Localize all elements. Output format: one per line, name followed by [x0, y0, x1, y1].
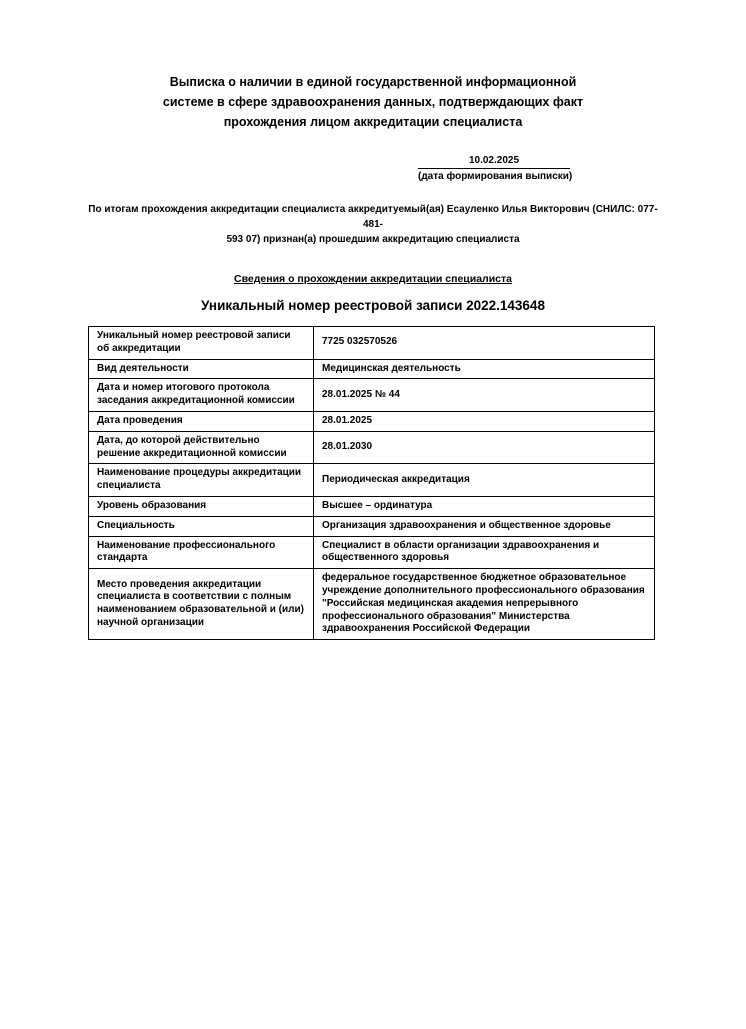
- section-heading: Сведения о прохождении аккредитации специалиста: [234, 273, 512, 285]
- row-label: Уровень образования: [89, 496, 314, 516]
- table-row: [89, 464, 655, 497]
- row-value: федеральное государственное бюджетное образовательное учреждение дополнительного профессионального образования "Российская медицинская академия непрерывного профессионального образования" Министерства здравоохранения Российской Федерации: [314, 569, 655, 640]
- intro-paragraph-line: 593 07) признан(а) прошедшим аккредитацию специалиста: [226, 234, 520, 245]
- extract-date-caption: (дата формирования выписки): [418, 171, 573, 182]
- row-value: 28.01.2025: [314, 411, 655, 431]
- row-label: Уникальный номер реестровой записи об аккредитации: [89, 327, 314, 360]
- accreditation-details-table: [88, 326, 655, 640]
- row-value: Организация здравоохранения и общественное здоровье: [314, 516, 655, 536]
- document-content: [88, 72, 658, 640]
- row-label: Специальность: [89, 516, 314, 536]
- table-row: [89, 379, 655, 412]
- row-value: Высшее – ординатура: [314, 496, 655, 516]
- table-row: [89, 496, 655, 516]
- table-row: [89, 327, 655, 360]
- row-value: Периодическая аккредитация: [314, 464, 655, 497]
- row-label: Наименование профессионального стандарта: [89, 536, 314, 569]
- row-value: Специалист в области организации здравоохранения и общественного здоровья: [314, 536, 655, 569]
- accreditation-table-body: [89, 327, 655, 640]
- row-label: Место проведения аккредитации специалиста в соответствии с полным наименованием образовательной и (или) научной организации: [89, 569, 314, 640]
- document-title-line: прохождения лицом аккредитации специалиста: [223, 115, 523, 129]
- registry-number-line: Уникальный номер реестровой записи 2022.143648: [201, 298, 545, 313]
- extract-date-value: 10.02.2025: [418, 154, 570, 169]
- row-value: 28.01.2025 № 44: [314, 379, 655, 412]
- table-row: [89, 536, 655, 569]
- intro-paragraph: [88, 202, 658, 247]
- document-title-line: системе в сфере здравоохранения данных, подтверждающих факт: [162, 95, 584, 109]
- document-title-line: Выписка о наличии в единой государственной информационной: [169, 75, 577, 89]
- table-row: [89, 569, 655, 640]
- table-row: [89, 516, 655, 536]
- row-label: Дата и номер итогового протокола заседания аккредитационной комиссии: [89, 379, 314, 412]
- table-row: [89, 431, 655, 464]
- row-label: Дата проведения: [89, 411, 314, 431]
- row-label: Вид деятельности: [89, 359, 314, 379]
- table-row: [89, 359, 655, 379]
- row-label: Наименование процедуры аккредитации специалиста: [89, 464, 314, 497]
- row-value: Медицинская деятельность: [314, 359, 655, 379]
- row-label: Дата, до которой действительно решение аккредитационной комиссии: [89, 431, 314, 464]
- row-value: 7725 032570526: [314, 327, 655, 360]
- intro-paragraph-line: По итогам прохождения аккредитации специалиста аккредитуемый(ая) Есауленко Илья Викторович (СНИЛС: 077-481-: [88, 204, 658, 230]
- extract-date-block: [418, 154, 573, 183]
- table-row: [89, 411, 655, 431]
- document-title: [88, 72, 658, 132]
- row-value: 28.01.2030: [314, 431, 655, 464]
